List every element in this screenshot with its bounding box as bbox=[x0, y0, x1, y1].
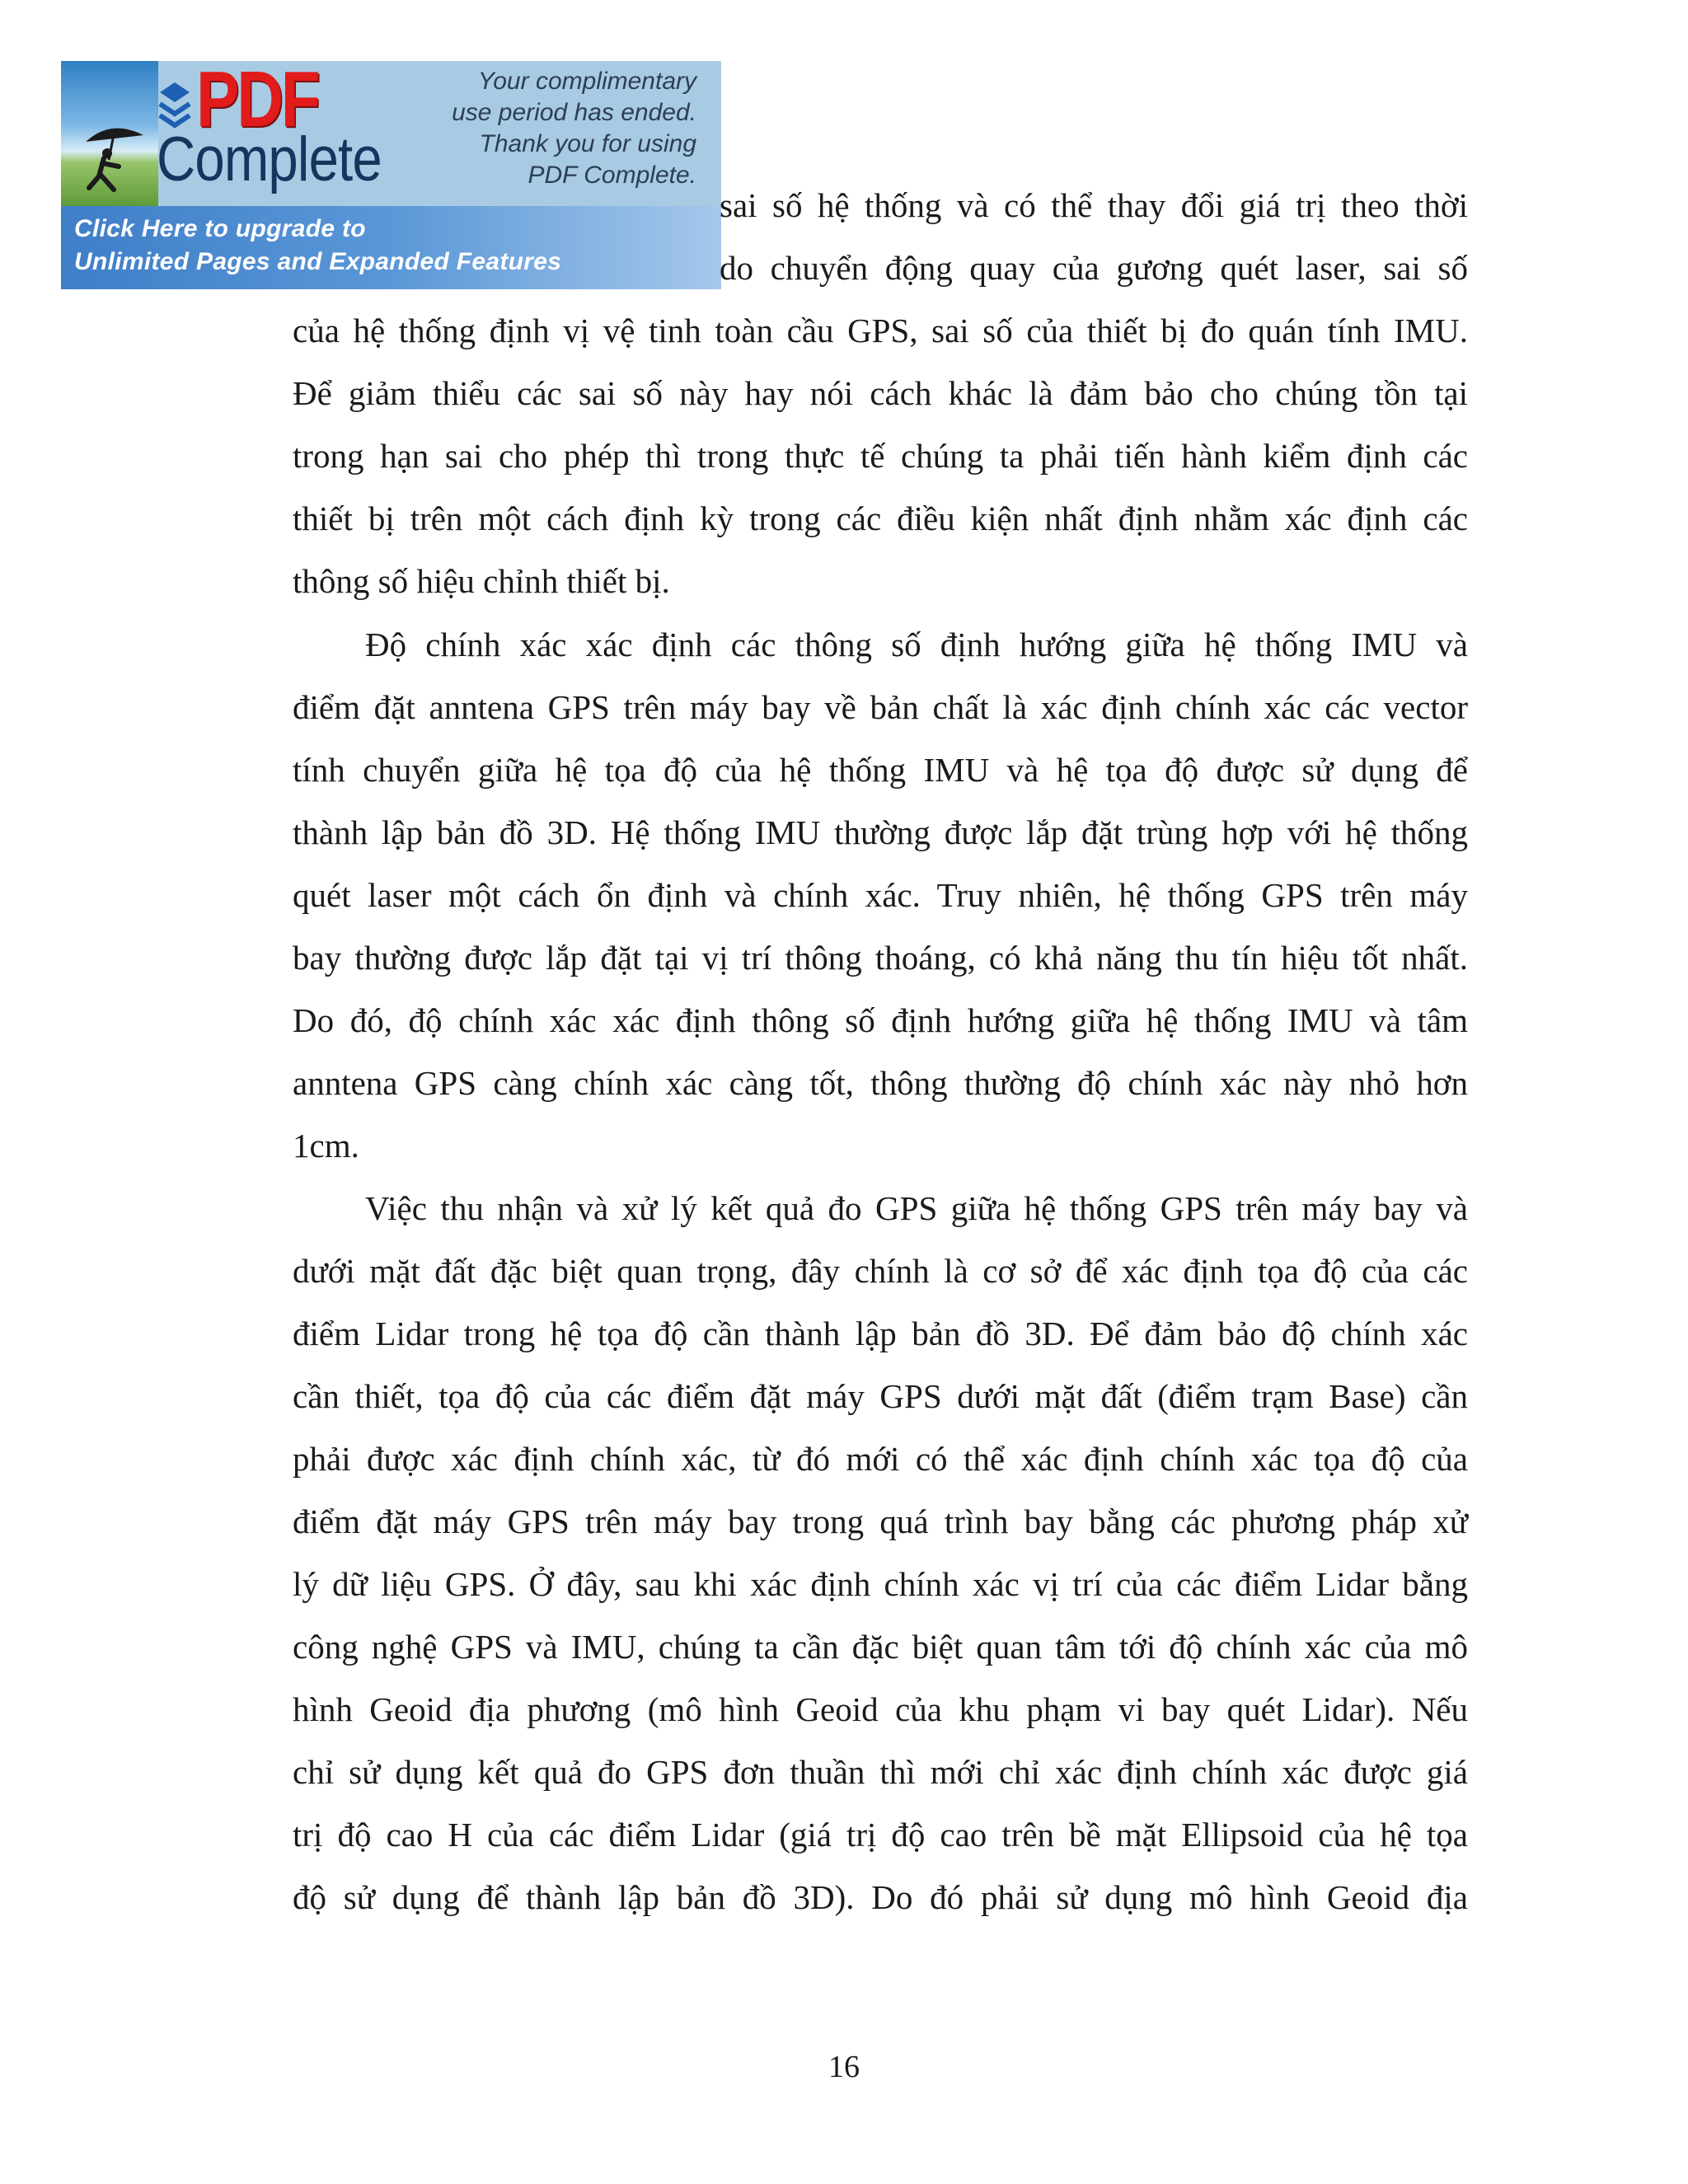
text-line: điểm Lidar trong hệ tọa độ cần thành lập bản đồ 3D. Để đảm bảo độ chính xác bbox=[293, 1315, 1468, 1352]
logo-complete-text: Complete bbox=[157, 124, 382, 194]
text-line: thiết bị trên một cách định kỳ trong các điều kiện nhất định nhằm xác định các bbox=[293, 499, 1468, 537]
text-line: quét laser một cách ổn định và chính xác. Truy nhiên, hệ thống GPS trên máy bbox=[293, 876, 1468, 914]
banner-message-line: PDF Complete. bbox=[528, 162, 696, 189]
text-line: phải được xác định chính xác, từ đó mới có thể xác định chính xác tọa độ của bbox=[293, 1440, 1468, 1478]
banner-header bbox=[61, 61, 721, 206]
text-line: lý dữ liệu GPS. Ở đây, sau khi xác định chính xác vị trí của các điểm Lidar bằng bbox=[293, 1565, 1468, 1603]
text-line: anntena GPS càng chính xác càng tốt, thông thường độ chính xác này nhỏ hơn bbox=[293, 1064, 1468, 1102]
logo-pdf-text: PDF bbox=[196, 61, 318, 143]
text-line: dưới mặt đất đặc biệt quan trọng, đây chính là cơ sở để xác định tọa độ của các bbox=[293, 1252, 1468, 1290]
text-line: công nghệ GPS và IMU, chúng ta cần đặc biệt quan tâm tới độ chính xác của mô bbox=[293, 1628, 1468, 1666]
umbrella-figure-icon bbox=[77, 117, 152, 193]
text-line: Do đó, độ chính xác xác định thông số định hướng giữa hệ thống IMU và tâm bbox=[293, 1001, 1468, 1039]
upgrade-link-line[interactable]: Click Here to upgrade to bbox=[74, 215, 366, 242]
text-line: thông số hiệu chỉnh thiết bị. bbox=[293, 562, 670, 600]
banner-message-line: Your complimentary bbox=[477, 68, 696, 95]
banner-message-line: use period has ended. bbox=[452, 99, 696, 126]
text-line: Độ chính xác xác định các thông số định hướng giữa hệ thống IMU và bbox=[365, 626, 1468, 663]
text-line: thành lập bản đồ 3D. Hệ thống IMU thường được lắp đặt trùng hợp với hệ thống bbox=[293, 813, 1468, 851]
text-line: do chuyển động quay của gương quét laser, sai số bbox=[720, 249, 1468, 287]
text-line: trị độ cao H của các điểm Lidar (giá trị độ cao trên bề mặt Ellipsoid của hệ tọa bbox=[293, 1816, 1468, 1854]
text-line: Để giảm thiểu các sai số này hay nói cách khác là đảm bảo cho chúng tồn tại bbox=[293, 374, 1468, 412]
text-line: điểm đặt anntena GPS trên máy bay về bản chất là xác định chính xác các vector bbox=[293, 688, 1468, 726]
pdf-complete-logo bbox=[153, 61, 450, 206]
text-line: điểm đặt máy GPS trên máy bay trong quá trình bay bằng các phương pháp xử bbox=[293, 1502, 1468, 1540]
text-line: cần thiết, tọa độ của các điểm đặt máy GPS dưới mặt đất (điểm trạm Base) cần bbox=[293, 1377, 1468, 1415]
upgrade-banner[interactable] bbox=[61, 61, 721, 289]
text-line: sai số hệ thống và có thể thay đổi giá trị theo thời bbox=[720, 186, 1468, 224]
banner-photo bbox=[61, 61, 158, 206]
text-line: hình Geoid địa phương (mô hình Geoid của khu phạm vi bay quét Lidar). Nếu bbox=[293, 1690, 1468, 1728]
text-line: của hệ thống định vị vệ tinh toàn cầu GPS, sai số của thiết bị đo quán tính IMU. bbox=[293, 312, 1468, 349]
upgrade-link-line[interactable]: Unlimited Pages and Expanded Features bbox=[74, 248, 562, 275]
text-line: độ sử dụng để thành lập bản đồ 3D). Do đó phải sử dụng mô hình Geoid địa bbox=[293, 1878, 1468, 1916]
text-line: bay thường được lắp đặt tại vị trí thông thoáng, có khả năng thu tín hiệu tốt nhất. bbox=[293, 939, 1468, 977]
text-line: chỉ sử dụng kết quả đo GPS đơn thuần thì mới chỉ xác định chính xác được giá bbox=[293, 1753, 1468, 1791]
text-line: Việc thu nhận và xử lý kết quả đo GPS giữa hệ thống GPS trên máy bay và bbox=[365, 1189, 1468, 1227]
banner-message bbox=[424, 66, 696, 191]
banner-message-line: Thank you for using bbox=[479, 130, 696, 157]
text-line: tính chuyển giữa hệ tọa độ của hệ thống IMU và hệ tọa độ được sử dụng để bbox=[293, 751, 1468, 789]
text-line: 1cm. bbox=[293, 1127, 359, 1165]
page-number: 16 bbox=[828, 2050, 860, 2084]
text-line: trong hạn sai cho phép thì trong thực tế chúng ta phải tiến hành kiểm định các bbox=[293, 437, 1468, 475]
upgrade-link-text[interactable] bbox=[74, 213, 561, 279]
upgrade-link[interactable] bbox=[61, 206, 721, 289]
